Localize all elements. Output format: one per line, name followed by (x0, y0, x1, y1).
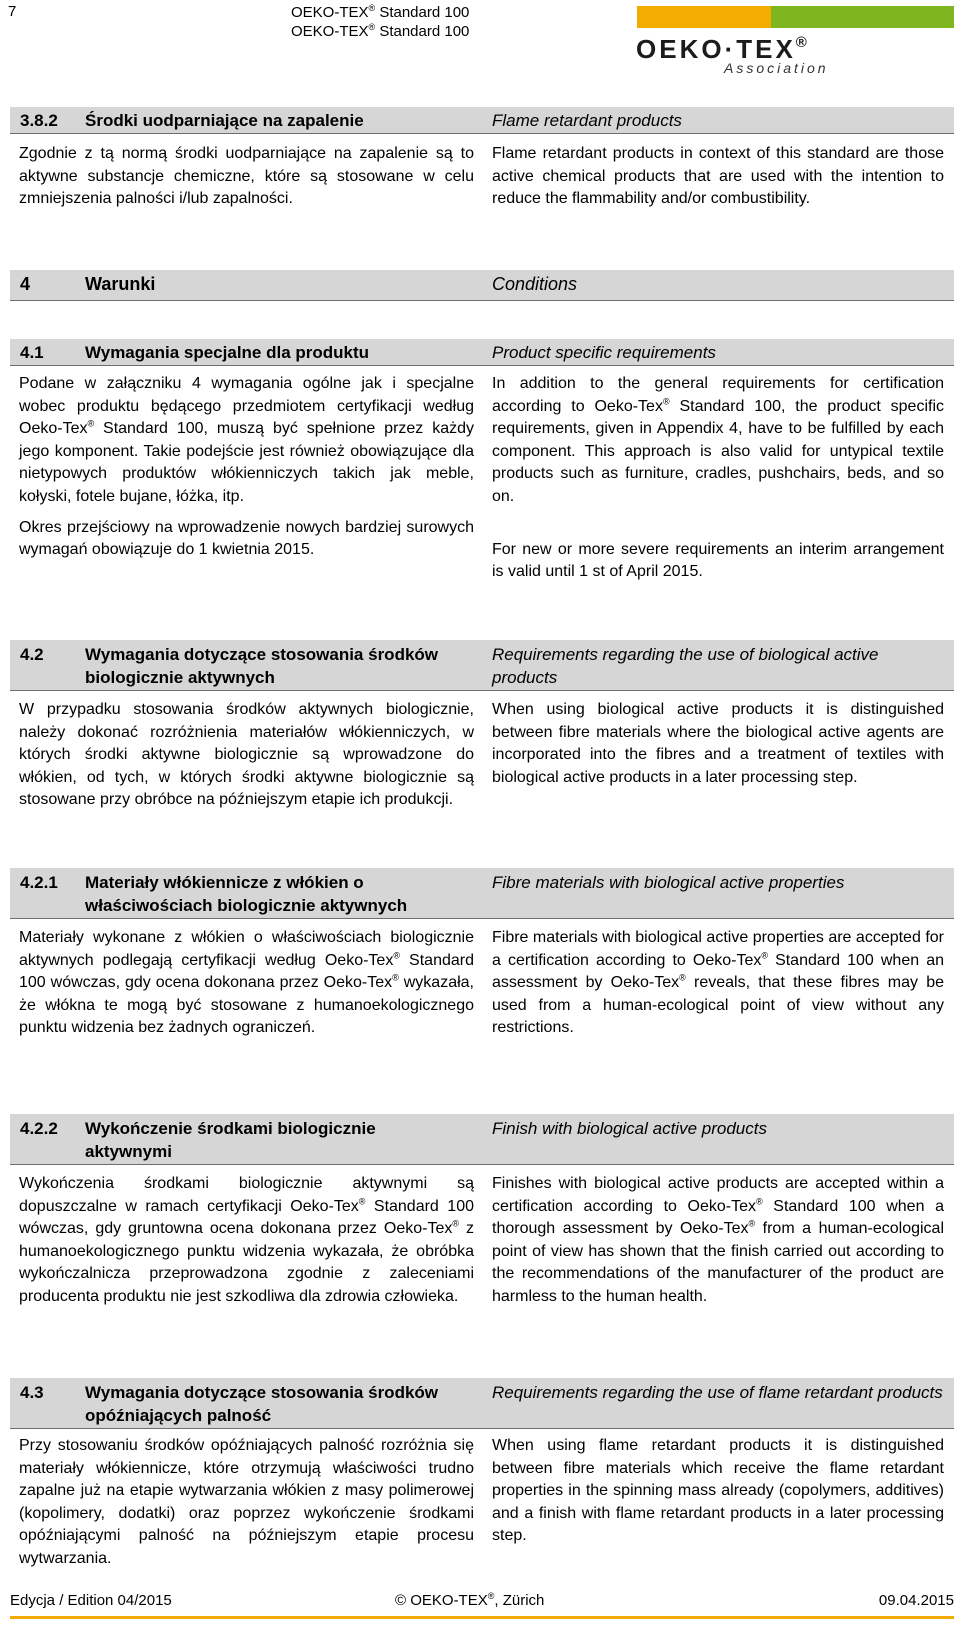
section-text-pl-4-1: Podane w załączniku 4 wymagania ogólne jak i specjalne wobec produktu będącego przedmiotem certyfikacji według Oeko-Tex® Standard 100, muszą być spełnione przez każdy jego komponent. Takie podejście jest również obowiązujące dla nietypowych produktów włókienniczych takich jak meble, kołyski, fotele bujane, łóżka, itp. Okres przejściowy na wprowadzenie nowych bardziej surowych wymagań obowiązuje do 1 kwietnia 2015. (19, 375, 474, 559)
section-text-pl-3-8-2: Zgodnie z tą normą środki uodparniające na zapalenie są to aktywne substancje chemiczne, które są stosowane w celu zmniejszenia palności i/lub zapalności. (19, 145, 474, 208)
footer-rule (10, 1616, 954, 1619)
footer-copyright: © OEKO-TEX®, Zürich (395, 1591, 545, 1609)
header-title-line-1: OEKO-TEX® Standard 100 (291, 3, 470, 21)
section-heading-4-2-2: 4.2.2 Wykończenie środkami biologicznie aktywnymi Finish with biological active products (10, 1114, 954, 1165)
footer-date: 09.04.2015 (878, 1592, 954, 1609)
section-heading-4-2: 4.2 Wymagania dotyczące stosowania środków biologicznie aktywnych Requirements regarding the use of biological active products (10, 640, 954, 691)
section-text-en-3-8-2: Flame retardant products in context of this standard are those active chemical products that are used with the intention to reduce the flammability and/or combustibility. (492, 145, 944, 208)
oeko-tex-logo: OEKO·TEX® (636, 34, 807, 64)
footer-edition: Edycja / Edition 04/2015 (10, 1592, 172, 1609)
header-title-line-2: OEKO-TEX® Standard 100 (291, 22, 470, 40)
section-heading-4: 4 Warunki Conditions (10, 270, 954, 301)
section-text-pl-4-2-1: Materiały wykonane z włókien o właściwościach biologicznie aktywnych podlegają certyfikacji według Oeko-Tex® Standard 100 wówczas, gdy ocena dokonana przez Oeko-Tex® wykazała, że włókna te mogą być stosowane z humanoekologicznego punktu widzenia bez żadnych ograniczeń. (19, 929, 474, 1037)
section-heading-4-1: 4.1 Wymagania specjalne dla produktu Product specific requirements (10, 339, 954, 366)
document-header (291, 3, 469, 41)
logo-color-bar (637, 6, 954, 28)
section-text-pl-4-2-2: Wykończenia środkami biologicznie aktywnymi są dopuszczalne w ramach certyfikacji Oeko-Tex® Standard 100 wówczas, gdy gruntowna ocena dokonana przez Oeko-Tex® z humanoekologicznego punktu widzenia wykazała, że obróbka wykończalnicza przeprowadzona zgodnie z zaleceniami producenta produktu nie jest szkodliwa dla zdrowia człowieka. (19, 1175, 475, 1305)
section-text-en-4-2-1: Fibre materials with biological active properties are accepted for a certification according to Oeko-Tex® Standard 100 when an assessment by Oeko-Tex® reveals, that these fibres may be used from a human-ecological point of view without any restrictions. (492, 929, 944, 1037)
section-text-en-4-2: When using biological active products it is distinguished between fibre materials where the biological active agents are incorporated into the fibres and a treatment of textiles with biological active products in a later processing step. (492, 701, 944, 786)
section-text-pl-4-2: W przypadku stosowania środków aktywnych biologicznie, należy dokonać rozróżnienia materiałów włókienniczych, w których środki aktywne biologicznie są wprowadzone do włókien, od tych, w których środki aktywne biologicznie są stosowane przy obróbce na późniejszym etapie ich produkcji. (19, 701, 474, 809)
section-text-en-4-2-2: Finishes with biological active products are accepted within a certification according to Oeko-Tex® Standard 100 when a thorough assessment by Oeko-Tex® from a human-ecological point of view has shown that the finish carried out according to the recommendations of the manufacturer of the product are harmless to the human health. (492, 1175, 945, 1305)
section-heading-3-8-2: 3.8.2 Środki uodparniające na zapalenie Flame retardant products (10, 107, 954, 134)
section-text-pl-4-3: Przy stosowaniu środków opóźniających palność rozróżnia się materiały włókiennicze, które otrzymują właściwości trudno zapalne już na etapie wytwarzania włókien z masy polimerowej (kopolimery, dodatki) oraz poprzez wykończenie środkami opóźniającymi palność na późniejszym etapie procesu wytwarzania. (19, 1437, 474, 1567)
page-number: 7 (8, 3, 17, 20)
section-heading-4-2-1: 4.2.1 Materiały włókiennicze z włókien o właściwościach biologicznie aktywnych Fibre materials with biological active properties (10, 868, 954, 919)
section-heading-4-3: 4.3 Wymagania dotyczące stosowania środków opóźniających palność Requirements regarding the use of flame retardant products (10, 1378, 954, 1429)
section-text-en-4-3: When using flame retardant products it is distinguished between fibre materials which receive the flame retardant properties in the spinning mass already (copolymers, additives) and a finish with flame retardant products in a later processing step. (492, 1437, 944, 1545)
section-text-en-4-1: In addition to the general requirements for certification according to Oeko-Tex® Standard 100, the product specific requirements, given in Appendix 4, have to be fulfilled by each component. This approach is also valid for untypical textile products such as furniture, cradles, pushchairs, beds, and so on. For new or more severe requirements an interim arrangement is valid until 1 st of April 2015. (492, 375, 945, 581)
logo-subtitle: Association (724, 60, 829, 76)
